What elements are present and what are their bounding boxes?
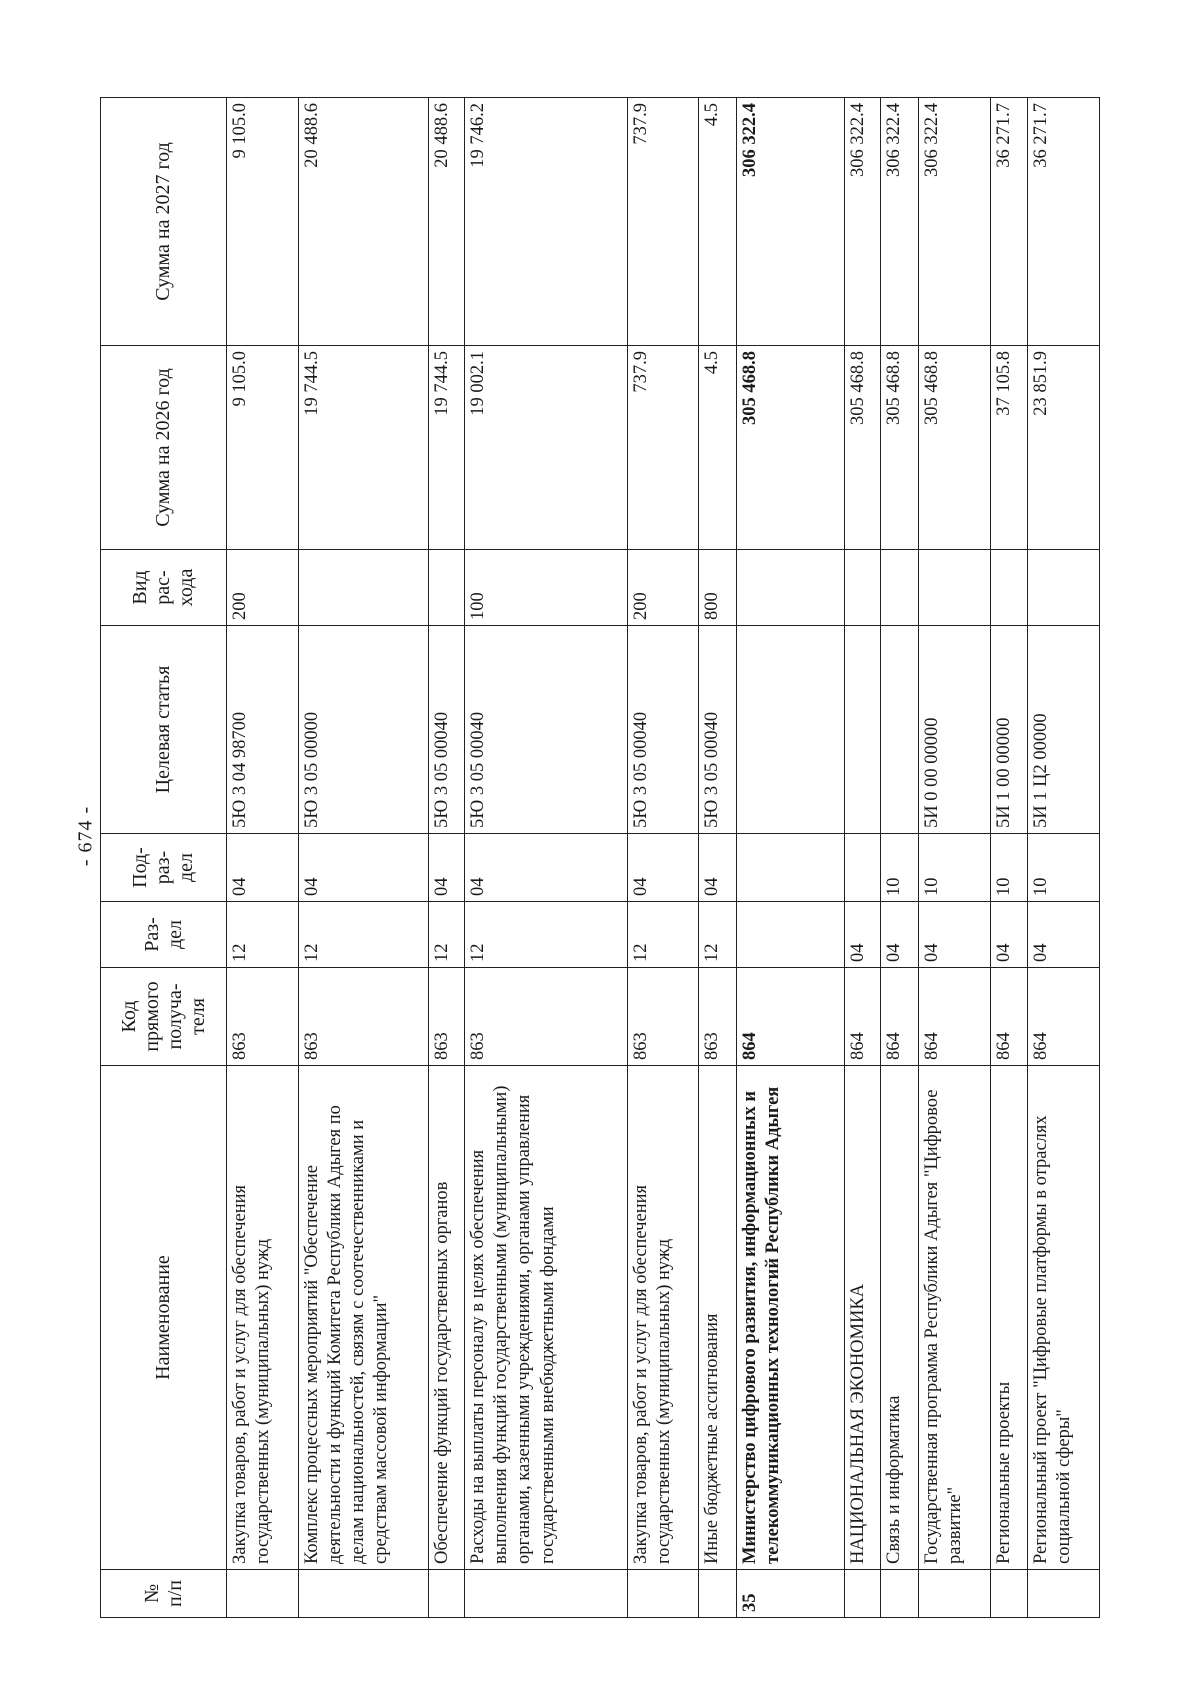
cell-name: Закупка товаров, работ и услуг для обеспечения государственных (муниципальных) нужд: [627, 1066, 699, 1570]
cell-target: [881, 626, 919, 834]
cell-subsection: 04: [227, 834, 299, 902]
cell-kind: 200: [227, 550, 299, 626]
cell-subsection: [736, 834, 844, 902]
cell-sum-2027: 306 322.4: [919, 98, 991, 346]
table-row: [627, 98, 699, 1618]
table-row: [1028, 98, 1100, 1618]
cell-num: [227, 1570, 299, 1618]
header-subsection: Под- раз- дел: [101, 834, 227, 902]
cell-section: 12: [298, 902, 428, 968]
cell-subsection: 04: [465, 834, 628, 902]
cell-section: 12: [428, 902, 465, 968]
cell-num: [990, 1570, 1028, 1618]
header-recipient-code: Код прямого получа- теля: [101, 968, 227, 1066]
page-number: - 674 -: [74, 805, 97, 867]
cell-code: 864: [919, 968, 991, 1066]
cell-kind: [298, 550, 428, 626]
cell-num: [919, 1570, 991, 1618]
table-row: [990, 98, 1028, 1618]
cell-sum-2026: 305 468.8: [881, 346, 919, 550]
cell-code: 863: [428, 968, 465, 1066]
cell-section: 04: [844, 902, 881, 968]
cell-code: 863: [465, 968, 628, 1066]
cell-name: Региональный проект "Цифровые платформы в отраслях социальной сферы": [1028, 1066, 1100, 1570]
table-row: [465, 98, 628, 1618]
cell-sum-2026: 9 105.0: [227, 346, 299, 550]
cell-sum-2027: 20 488.6: [298, 98, 428, 346]
cell-subsection: 10: [881, 834, 919, 902]
cell-sum-2027: 9 105.0: [227, 98, 299, 346]
cell-kind: [1028, 550, 1100, 626]
cell-subsection: [844, 834, 881, 902]
cell-num: [881, 1570, 919, 1618]
cell-name: Региональные проекты: [990, 1066, 1028, 1570]
header-expense-type: Вид рас- хода: [101, 550, 227, 626]
cell-target: [844, 626, 881, 834]
cell-kind: 200: [627, 550, 699, 626]
cell-sum-2027: 306 322.4: [736, 98, 844, 346]
header-name: Наименование: [101, 1066, 227, 1570]
table-row: [919, 98, 991, 1618]
cell-target: 5И 1 00 00000: [990, 626, 1028, 834]
cell-section: 04: [1028, 902, 1100, 968]
cell-num: [298, 1570, 428, 1618]
cell-section: 12: [227, 902, 299, 968]
cell-kind: [736, 550, 844, 626]
cell-code: 863: [298, 968, 428, 1066]
cell-num: 35: [736, 1570, 844, 1618]
cell-kind: 800: [699, 550, 737, 626]
cell-name: Министерство цифрового развития, информационных и телекоммуникационных технологий Республики Адыгея: [736, 1066, 844, 1570]
cell-subsection: 10: [919, 834, 991, 902]
cell-target: 5Ю 3 05 00040: [699, 626, 737, 834]
cell-sum-2026: 37 105.8: [990, 346, 1028, 550]
cell-kind: 100: [465, 550, 628, 626]
cell-kind: [881, 550, 919, 626]
cell-name: НАЦИОНАЛЬНАЯ ЭКОНОМИКА: [844, 1066, 881, 1570]
header-sum-2027: Сумма на 2027 год: [101, 98, 227, 346]
cell-code: 864: [844, 968, 881, 1066]
cell-sum-2026: 305 468.8: [919, 346, 991, 550]
cell-section: 04: [990, 902, 1028, 968]
cell-target: 5Ю 3 04 98700: [227, 626, 299, 834]
cell-kind: [428, 550, 465, 626]
cell-code: 863: [227, 968, 299, 1066]
cell-sum-2027: 306 322.4: [844, 98, 881, 346]
cell-sum-2027: 20 488.6: [428, 98, 465, 346]
header-target-article: Целевая статья: [101, 626, 227, 834]
cell-sum-2027: 306 322.4: [881, 98, 919, 346]
budget-table: [100, 97, 1100, 1618]
cell-name: Расходы на выплаты персоналу в целях обеспечения выполнения функций государственными (муниципальными) органами, казенными учреждениями, органами управления государственными внебюджетными фондами: [465, 1066, 628, 1570]
cell-num: [844, 1570, 881, 1618]
table-row: [881, 98, 919, 1618]
cell-name: Закупка товаров, работ и услуг для обеспечения государственных (муниципальных) нужд: [227, 1066, 299, 1570]
cell-section: 12: [699, 902, 737, 968]
cell-code: 863: [627, 968, 699, 1066]
cell-num: [465, 1570, 628, 1618]
cell-code: 863: [699, 968, 737, 1066]
cell-subsection: 04: [627, 834, 699, 902]
table-row: [428, 98, 465, 1618]
cell-num: [699, 1570, 737, 1618]
cell-name: Связь и информатика: [881, 1066, 919, 1570]
cell-sum-2027: 36 271.7: [990, 98, 1028, 346]
header-num: № п/п: [101, 1570, 227, 1618]
cell-subsection: 04: [428, 834, 465, 902]
cell-sum-2026: 4.5: [699, 346, 737, 550]
cell-sum-2026: 737.9: [627, 346, 699, 550]
cell-num: [627, 1570, 699, 1618]
cell-name: Комплекс процессных мероприятий "Обеспечение деятельности и функций Комитета Республики Адыгея по делам национальностей, связям с соотечественниками и средствам массовой информации": [298, 1066, 428, 1570]
header-section: Раз- дел: [101, 902, 227, 968]
table-header: [101, 98, 227, 1618]
cell-name: Обеспечение функций государственных органов: [428, 1066, 465, 1570]
cell-sum-2027: 19 746.2: [465, 98, 628, 346]
cell-kind: [919, 550, 991, 626]
cell-sum-2026: 19 002.1: [465, 346, 628, 550]
cell-code: 864: [990, 968, 1028, 1066]
cell-sum-2026: 19 744.5: [298, 346, 428, 550]
cell-subsection: 04: [699, 834, 737, 902]
cell-name: Государственная программа Республики Адыгея "Цифровое развитие": [919, 1066, 991, 1570]
cell-sum-2026: 19 744.5: [428, 346, 465, 550]
cell-sum-2026: 305 468.8: [844, 346, 881, 550]
cell-num: [1028, 1570, 1100, 1618]
cell-target: 5Ю 3 05 00040: [465, 626, 628, 834]
cell-sum-2027: 4.5: [699, 98, 737, 346]
table-row: [227, 98, 299, 1618]
cell-sum-2026: 23 851.9: [1028, 346, 1100, 550]
table-row: [699, 98, 737, 1618]
cell-target: 5Ю 3 05 00040: [627, 626, 699, 834]
cell-code: 864: [881, 968, 919, 1066]
cell-code: 864: [736, 968, 844, 1066]
cell-kind: [990, 550, 1028, 626]
table-row: [844, 98, 881, 1618]
cell-target: 5Ю 3 05 00000: [298, 626, 428, 834]
cell-target: [736, 626, 844, 834]
cell-section: 12: [465, 902, 628, 968]
cell-section: 04: [919, 902, 991, 968]
cell-code: 864: [1028, 968, 1100, 1066]
cell-num: [428, 1570, 465, 1618]
header-sum-2026: Сумма на 2026 год: [101, 346, 227, 550]
cell-section: 12: [627, 902, 699, 968]
cell-section: [736, 902, 844, 968]
cell-subsection: 10: [990, 834, 1028, 902]
cell-target: 5Ю 3 05 00040: [428, 626, 465, 834]
cell-sum-2026: 305 468.8: [736, 346, 844, 550]
cell-sum-2027: 36 271.7: [1028, 98, 1100, 346]
budget-table-rotated-wrapper: [100, 98, 1100, 1618]
cell-kind: [844, 550, 881, 626]
cell-subsection: 04: [298, 834, 428, 902]
table-body: [227, 98, 1100, 1618]
cell-name: Иные бюджетные ассигнования: [699, 1066, 737, 1570]
cell-sum-2027: 737.9: [627, 98, 699, 346]
cell-subsection: 10: [1028, 834, 1100, 902]
cell-target: 5И 0 00 00000: [919, 626, 991, 834]
cell-target: 5И 1 Ц2 00000: [1028, 626, 1100, 834]
table-row: [736, 98, 844, 1618]
cell-section: 04: [881, 902, 919, 968]
table-row: [298, 98, 428, 1618]
